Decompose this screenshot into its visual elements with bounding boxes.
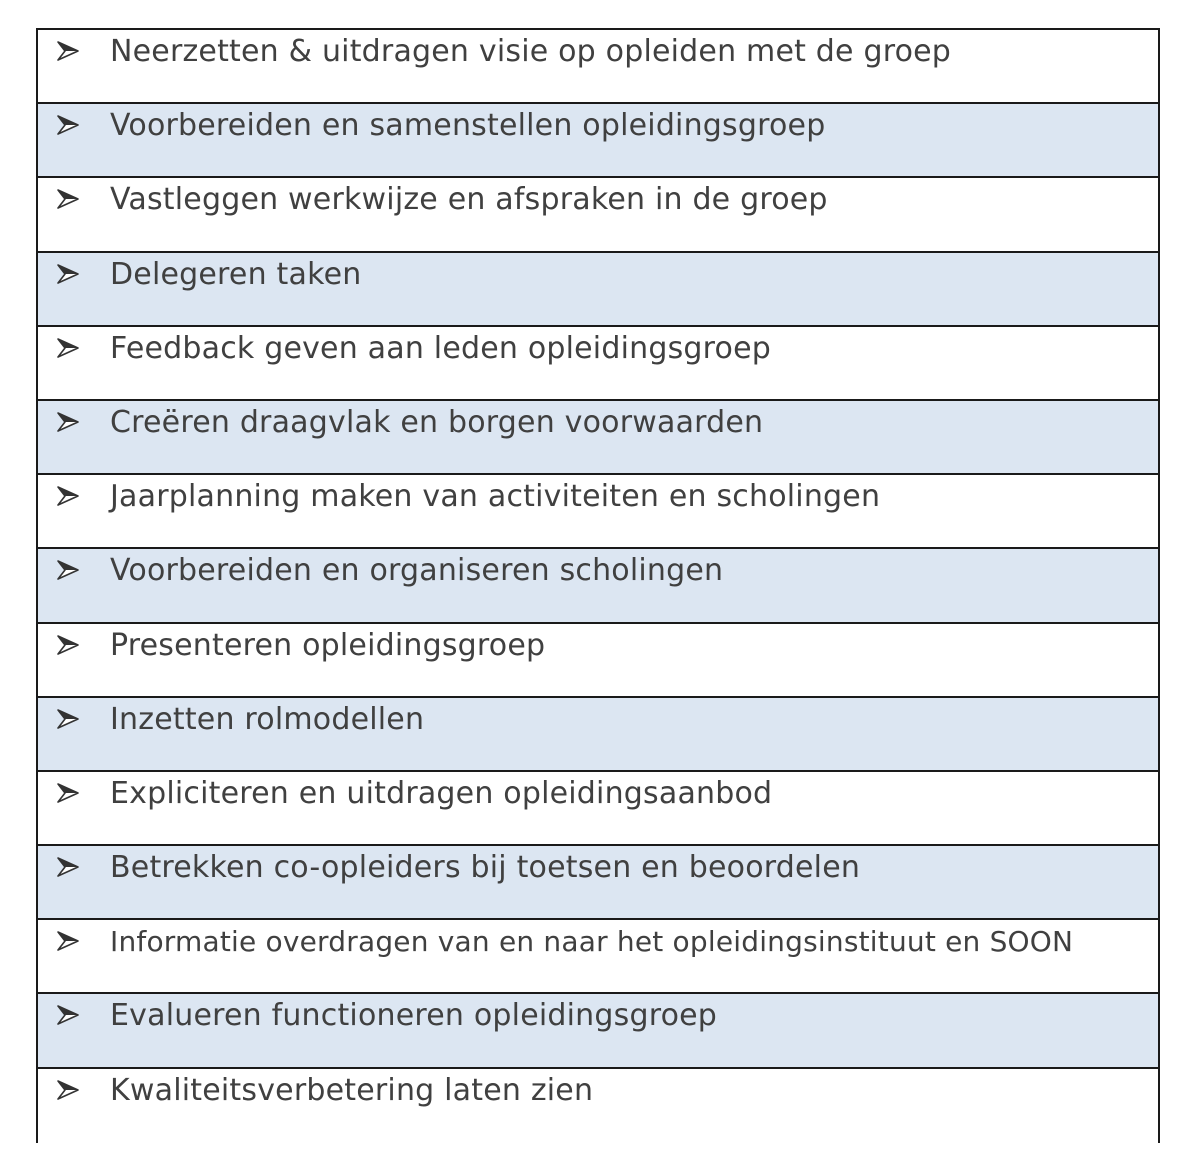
list-item-label: Vastleggen werkwijze en afspraken in de groep [110, 182, 828, 218]
arrowhead-bullet-icon [56, 337, 80, 359]
list-item-label: Neerzetten & uitdragen visie op opleiden met de groep [110, 34, 952, 69]
list-item [38, 920, 1158, 994]
list-item-label: Delegeren taken [110, 256, 362, 292]
list-item-label: Evalueren functioneren opleidingsgroep [110, 998, 718, 1034]
list-item-label: Voorbereiden en samenstellen opleidingsgroep [110, 108, 826, 144]
list-item [38, 327, 1158, 401]
list-item-label: Expliciteren en uitdragen opleidingsaanbod [110, 775, 773, 811]
arrowhead-bullet-icon [56, 263, 80, 285]
list-item [38, 178, 1158, 252]
list-item [38, 1069, 1158, 1143]
list-item [38, 846, 1158, 920]
arrowhead-bullet-icon [56, 856, 80, 878]
arrowhead-bullet-icon [56, 782, 80, 804]
list-item-label: Creëren draagvlak en borgen voorwaarden [110, 404, 764, 440]
arrowhead-bullet-icon [56, 485, 80, 507]
arrowhead-bullet-icon [56, 411, 80, 433]
task-list-table [36, 28, 1160, 1143]
arrowhead-bullet-icon [56, 1079, 80, 1101]
list-item-label: Voorbereiden en organiseren scholingen [110, 553, 724, 589]
list-item [38, 549, 1158, 623]
list-item [38, 104, 1158, 178]
arrowhead-bullet-icon [56, 559, 80, 581]
list-item [38, 253, 1158, 327]
list-item-label: Inzetten rolmodellen [110, 701, 425, 737]
list-item-label: Betrekken co-opleiders bij toetsen en beoordelen [110, 850, 861, 886]
list-item-label: Kwaliteitsverbetering laten zien [110, 1072, 594, 1108]
list-item [38, 994, 1158, 1068]
arrowhead-bullet-icon [56, 1004, 80, 1026]
arrowhead-bullet-icon [56, 930, 80, 952]
list-item [38, 698, 1158, 772]
list-item [38, 772, 1158, 846]
arrowhead-bullet-icon [56, 188, 80, 210]
list-item-label: Jaarplanning maken van activiteiten en scholingen [110, 479, 881, 515]
list-item [38, 30, 1158, 104]
arrowhead-bullet-icon [56, 634, 80, 656]
list-item [38, 401, 1158, 475]
list-item-label: Presenteren opleidingsgroep [110, 627, 546, 663]
arrowhead-bullet-icon [56, 708, 80, 730]
list-item [38, 624, 1158, 698]
arrowhead-bullet-icon [56, 114, 80, 136]
list-item-label: Informatie overdragen van en naar het opleidingsinstituut en SOON [110, 925, 1074, 959]
list-item-label: Feedback geven aan leden opleidingsgroep [110, 330, 771, 366]
arrowhead-bullet-icon [56, 40, 80, 62]
list-item [38, 475, 1158, 549]
